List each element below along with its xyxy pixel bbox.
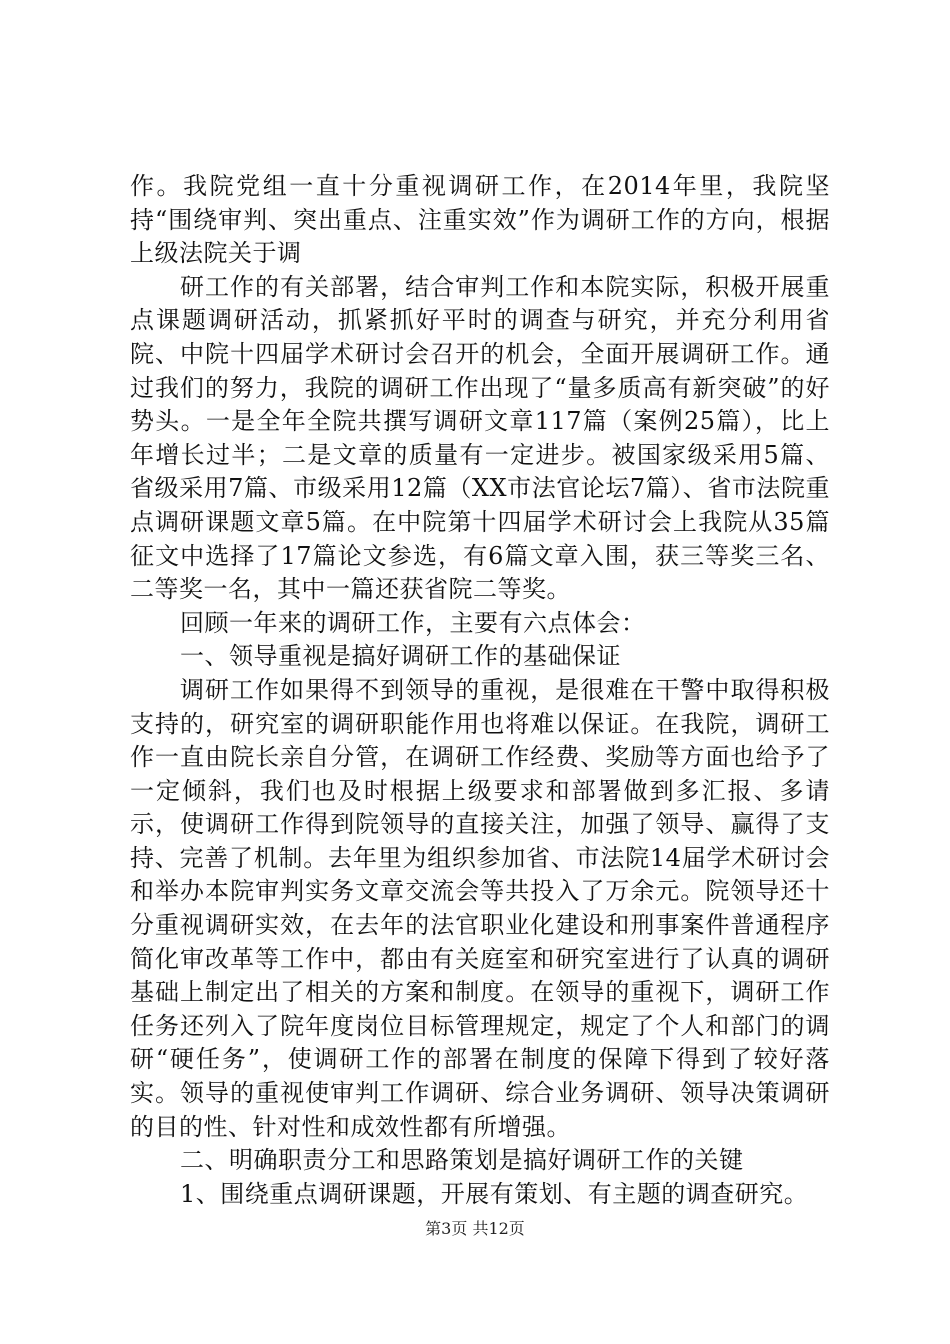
paragraph-research-overview: 研工作的有关部署，结合审判工作和本院实际，积极开展重点课题调研活动，抓紧抓好平时的调查与研究，并充分利用省院、中院十四届学术研讨会召开的机会，全面开展调研工作。通过我们的努力，我院的调研工作出现了“量多质高有新突破”的好势头。一是全年全院共撰写调研文章117篇（案例25篇），比上年增长过半；二是文章的质量有一定进步。被国家级采用5篇、省级采用7篇、市级采用12篇（XX市法官论坛7篇）、省市法院重点调研课题文章5篇。在中院第十四届学术研讨会上我院从35篇征文中选择了17篇论文参选，有6篇文章入围，获三等奖三名、二等奖一名，其中一篇还获省院二等奖。 [130, 272, 830, 604]
heading-section-two: 二、明确职责分工和思路策划是搞好调研工作的关键 [180, 1146, 744, 1175]
heading-section-one: 一、领导重视是搞好调研工作的基础保证 [180, 642, 621, 671]
paragraph-continuation: 作。我院党组一直十分重视调研工作，在2014年里，我院坚持“围绕审判、突出重点、注重实效”作为调研工作的方向，根据上级法院关于调 [130, 172, 830, 268]
paragraph-review-intro: 回顾一年来的调研工作，主要有六点体会： [180, 608, 646, 637]
paragraph-leadership: 调研工作如果得不到领导的重视，是很难在干警中取得积极支持的，研究室的调研职能作用也将难以保证。在我院，调研工作一直由院长亲自分管，在调研工作经费、奖励等方面也给予了一定倾斜，我们也及时根据上级要求和部署做到多汇报、多请示，使调研工作得到院领导的直接关注，加强了领导、赢得了支持、完善了机制。去年里为组织参加省、市法院14届学术研讨会和举办本院审判实务文章交流会等共投入了万余元。院领导还十分重视调研实效，在去年的法官职业化建设和刑事案件普通程序简化审改革等工作中，都由有关庭室和研究室进行了认真的调研基础上制定出了相关的方案和制度。在领导的重视下，调研工作任务还列入了院年度岗位目标管理规定，规定了个人和部门的调研“硬任务”，使调研工作的部署在制度的保障下得到了较好落实。领导的重视使审判工作调研、综合业务调研、领导决策调研的目的性、针对性和成效性都有所增强。 [130, 675, 830, 1141]
document-body [130, 170, 830, 1211]
page-footer: 第3页 共12页 [425, 1219, 525, 1238]
paragraph-item-one: 1、围绕重点调研课题，开展有策划、有主题的调查研究。 [180, 1179, 809, 1208]
